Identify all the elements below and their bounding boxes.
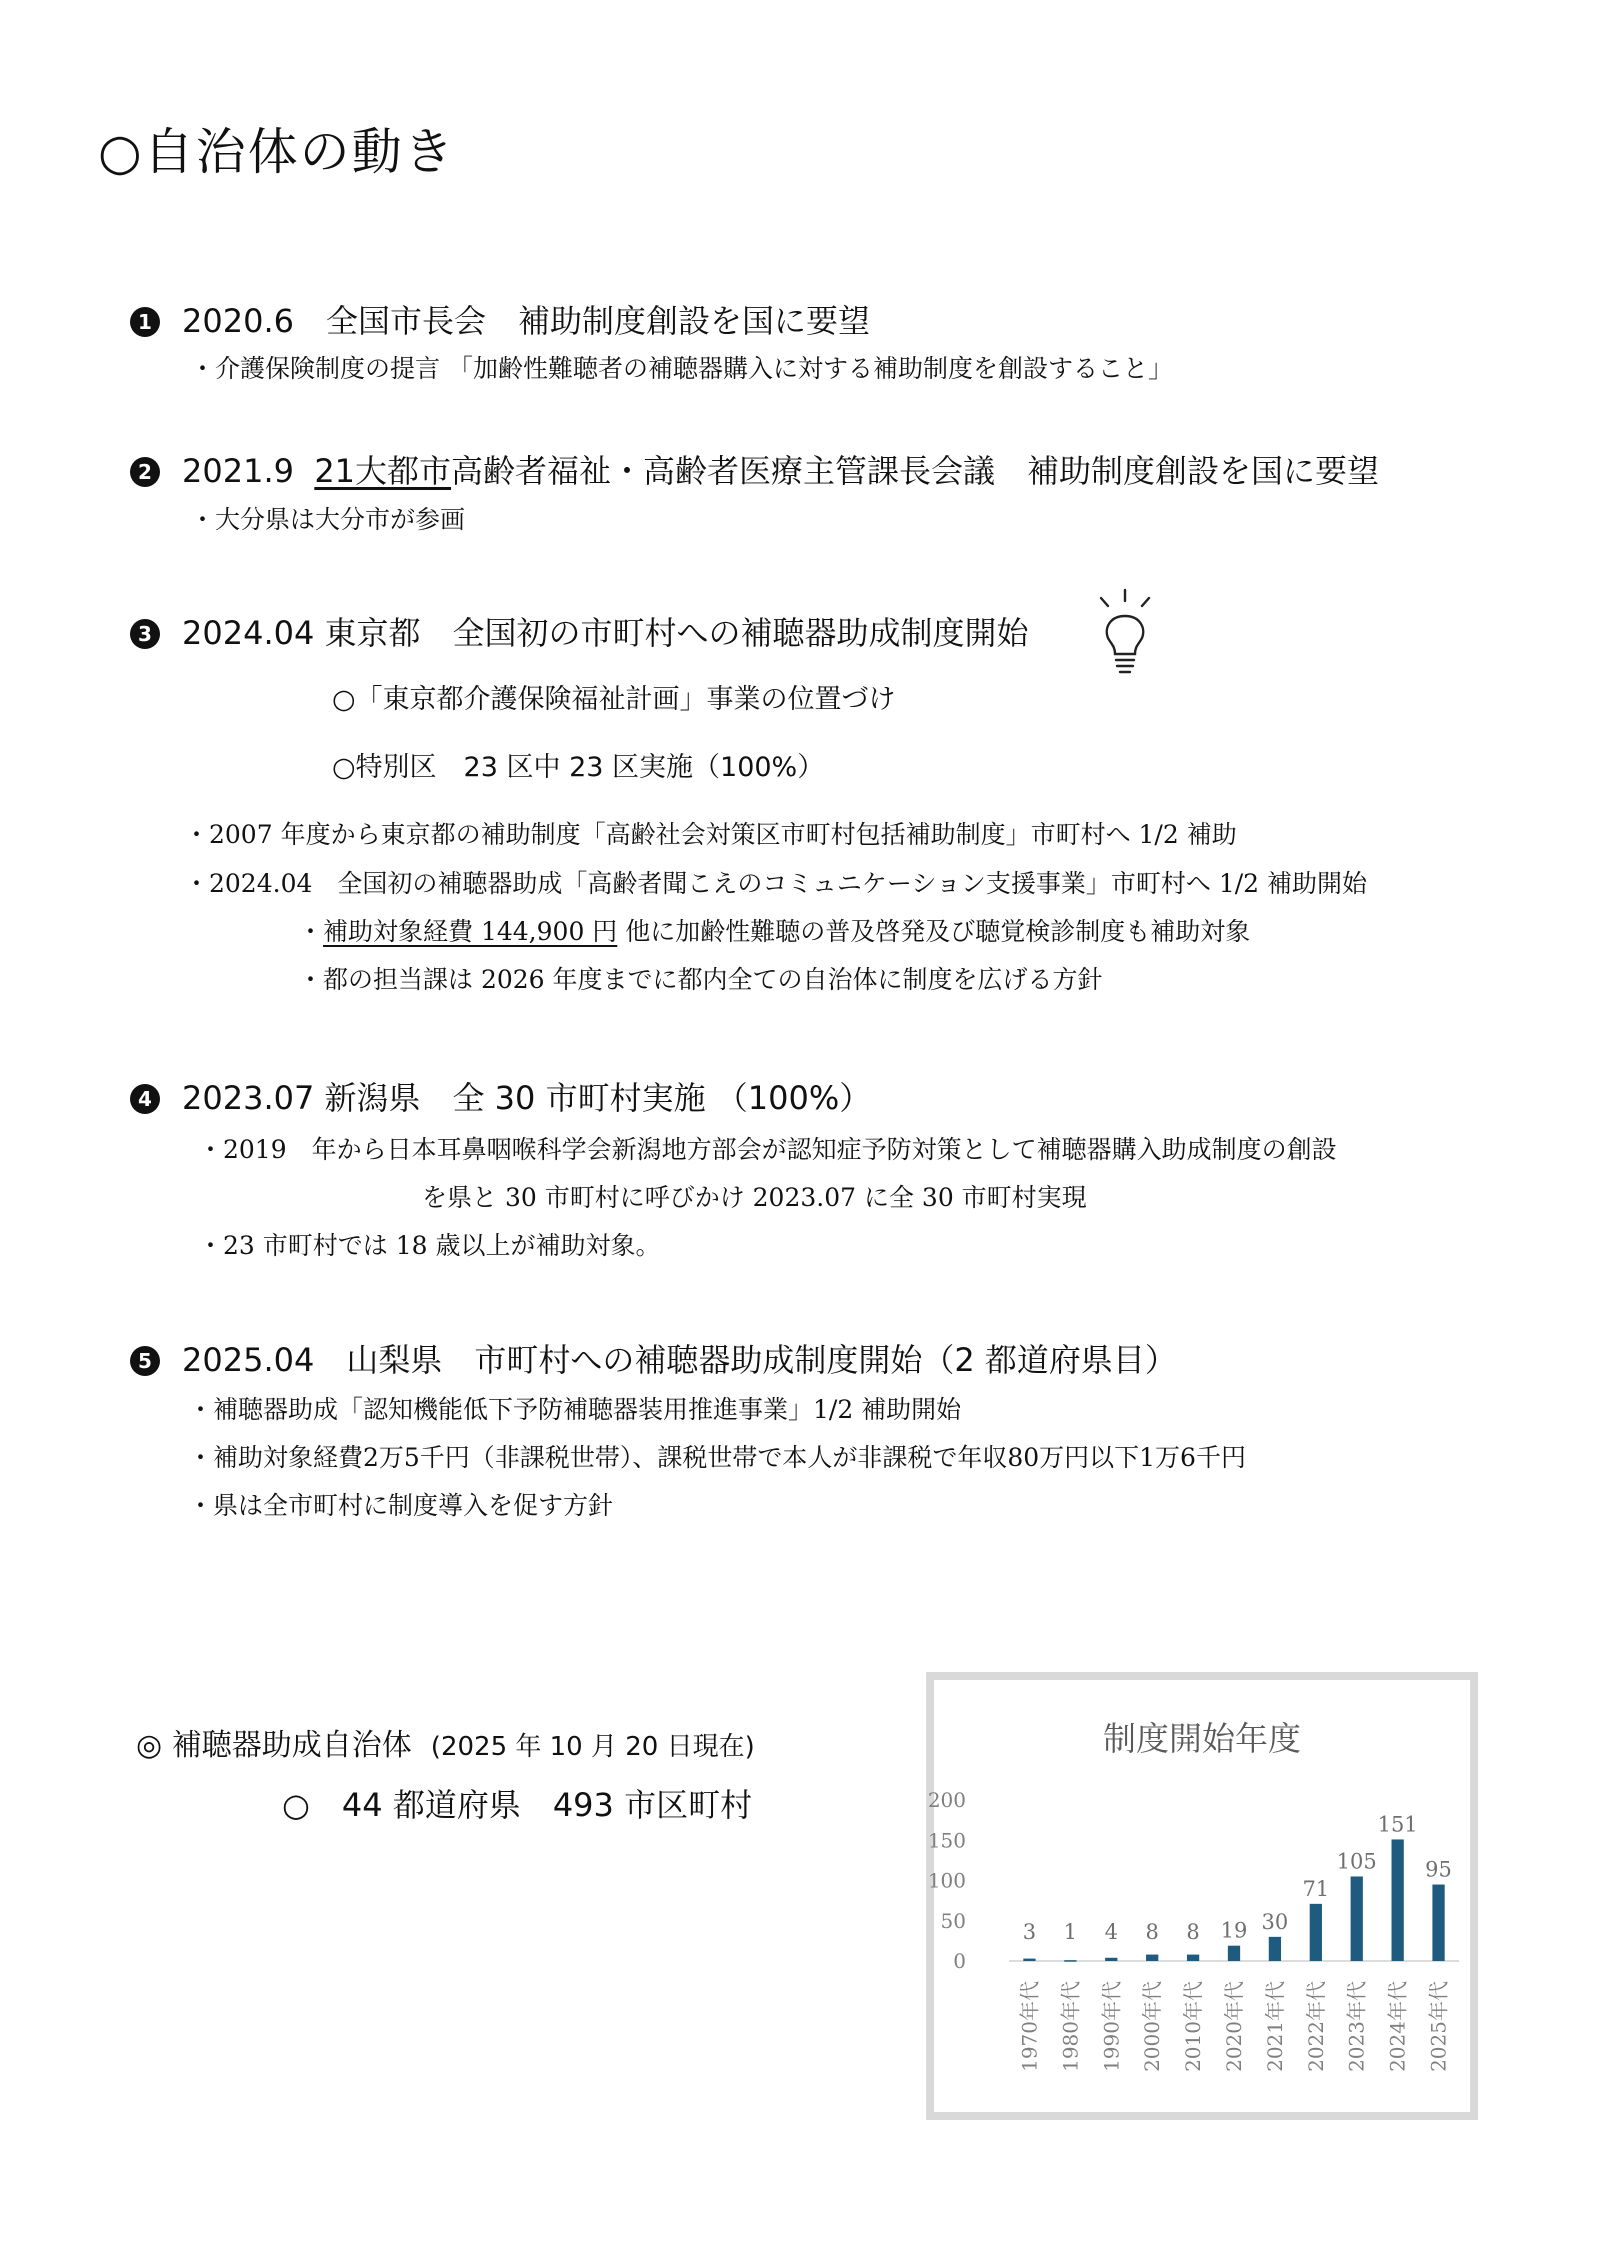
item-5-heading: [130, 1335, 1177, 1381]
x-tick-label: 1990年代: [1099, 1981, 1124, 2072]
item-2-heading-date: 2021.9: [182, 452, 294, 490]
item-3-detail-2: ・都の担当課は 2026 年度までに都内全ての自治体に制度を広げる方針: [298, 965, 1103, 994]
summary-date-note: (2025 年 10 月 20 日現在): [430, 1732, 755, 1762]
number-badge-4: 4: [130, 1084, 160, 1114]
summary-title: ◎ 補聴器助成自治体: [136, 1728, 412, 1763]
bar-2021年代: [1269, 1937, 1281, 1961]
item-3-detail-prefix: ・: [298, 917, 324, 946]
x-tick-label: 2024年代: [1385, 1981, 1410, 2072]
x-tick-label: 2021年代: [1262, 1981, 1287, 2072]
bar-chart: [927, 1680, 1470, 2112]
x-tick-label: 1970年代: [1017, 1981, 1042, 2072]
item-2-heading-underlined: 21大都市: [314, 452, 452, 490]
data-label: 19: [1220, 1918, 1248, 1943]
item-5-heading-text: 2025.04 山梨県 市町村への補聴器助成制度開始（2 都道府県目）: [182, 1341, 1177, 1379]
y-tick-label: 0: [953, 1949, 966, 1973]
x-tick-label: 1980年代: [1058, 1981, 1083, 2072]
item-2-heading-rest: 高齢者福祉・高齢者医療主管課長会議 補助制度創設を国に要望: [451, 452, 1380, 490]
bar-2022年代: [1310, 1904, 1322, 1961]
bar-2023年代: [1351, 1876, 1363, 1961]
x-tick-label: 2000年代: [1140, 1981, 1165, 2072]
y-tick-label: 150: [927, 1828, 966, 1853]
item-3-heading: [130, 608, 1029, 654]
bar-2020年代: [1228, 1946, 1240, 1961]
y-tick-label: 50: [940, 1908, 966, 1933]
chart-frame: [926, 1672, 1478, 2120]
item-3-subhead-2: ○特別区 23 区中 23 区実施（100%）: [332, 752, 825, 783]
data-label: 105: [1336, 1849, 1377, 1874]
summary-count: ○ 44 都道府県 493 市区町村: [282, 1786, 753, 1824]
chart-title: 制度開始年度: [1103, 1719, 1301, 1758]
data-label: 8: [1145, 1920, 1159, 1944]
bar-2010年代: [1187, 1955, 1199, 1961]
page-title: ○自治体の動き: [98, 123, 456, 181]
lightbulb-icon: [1090, 588, 1160, 680]
x-tick-label: 2010年代: [1181, 1981, 1206, 2072]
item-4-heading: [130, 1073, 871, 1119]
data-label: 3: [1022, 1920, 1037, 1944]
number-badge-1: 1: [130, 307, 160, 337]
item-3-heading-text: 2024.04 東京都 全国初の市町村への補聴器助成制度開始: [182, 614, 1029, 652]
data-label: 1: [1063, 1920, 1078, 1944]
item-3-subhead-1: ○「東京都介護保険福祉計画」事業の位置づけ: [332, 684, 896, 715]
item-3-detail-underlined: 補助対象経費 144,900 円: [323, 917, 618, 946]
item-1-heading: [130, 296, 870, 342]
item-2-heading: [130, 446, 1379, 492]
bar-2024年代: [1392, 1839, 1404, 1961]
x-tick-label: 2020年代: [1222, 1981, 1246, 2072]
bar-2000年代: [1146, 1955, 1158, 1961]
number-badge-2: 2: [130, 457, 160, 487]
item-1-line-1: ・介護保険制度の提言 「加齢性難聴者の補聴器購入に対する補助制度を創設すること」: [190, 354, 1173, 383]
summary-heading: [136, 1720, 755, 1764]
y-tick-label: 100: [927, 1868, 966, 1893]
x-tick-label: 2023年代: [1344, 1981, 1369, 2072]
data-label: 95: [1425, 1857, 1452, 1882]
item-3-line-2: ・2024.04 全国初の補聴器助成「高齢者聞こえのコミュニケーション支援事業」市町村へ 1/2 補助開始: [184, 869, 1368, 898]
bar-1980年代: [1064, 1960, 1076, 1962]
data-label: 151: [1377, 1812, 1418, 1837]
item-3-detail-1: [298, 912, 1250, 948]
item-5-line-1: ・補聴器助成「認知機能低下予防補聴器装用推進事業」1/2 補助開始: [188, 1395, 962, 1424]
item-2-line-1: ・大分県は大分市が参画: [190, 505, 466, 534]
data-label: 71: [1302, 1876, 1330, 1901]
item-4-line-1: ・2019 年から日本耳鼻咽喉科学会新潟地方部会が認知症予防対策として補聴器購入助成制度の創設: [198, 1135, 1337, 1164]
x-tick-label: 2022年代: [1303, 1981, 1328, 2072]
item-1-heading-text: 2020.6 全国市長会 補助制度創設を国に要望: [182, 302, 870, 340]
bar-2025年代: [1432, 1885, 1444, 1961]
x-tick-label: 2025年代: [1426, 1981, 1451, 2072]
item-4-line-3: ・23 市町村では 18 歳以上が補助対象。: [198, 1231, 661, 1260]
item-4-heading-text: 2023.07 新潟県 全 30 市町村実施 （100%）: [182, 1079, 872, 1117]
number-badge-5: 5: [130, 1346, 160, 1376]
item-3-detail-rest: 他に加齢性難聴の普及啓発及び聴覚検診制度も補助対象: [625, 917, 1251, 946]
bar-1990年代: [1105, 1958, 1117, 1961]
item-5-line-2: ・補助対象経費2万5千円（非課税世帯）、課税世帯で本人が非課税で年収80万円以下1万6千円: [188, 1443, 1246, 1472]
number-badge-3: 3: [130, 619, 160, 649]
bar-1970年代: [1023, 1959, 1035, 1961]
item-4-line-2: を県と 30 市町村に呼びかけ 2023.07 に全 30 市町村実現: [422, 1183, 1087, 1212]
data-label: 4: [1104, 1920, 1118, 1944]
data-label: 30: [1261, 1909, 1289, 1934]
data-label: 8: [1186, 1920, 1200, 1944]
item-3-line-1: ・2007 年度から東京都の補助制度「高齢社会対策区市町村包括補助制度」市町村へ 1/2 補助: [184, 820, 1237, 849]
y-tick-label: 200: [927, 1788, 966, 1812]
item-5-line-3: ・県は全市町村に制度導入を促す方針: [188, 1491, 614, 1520]
